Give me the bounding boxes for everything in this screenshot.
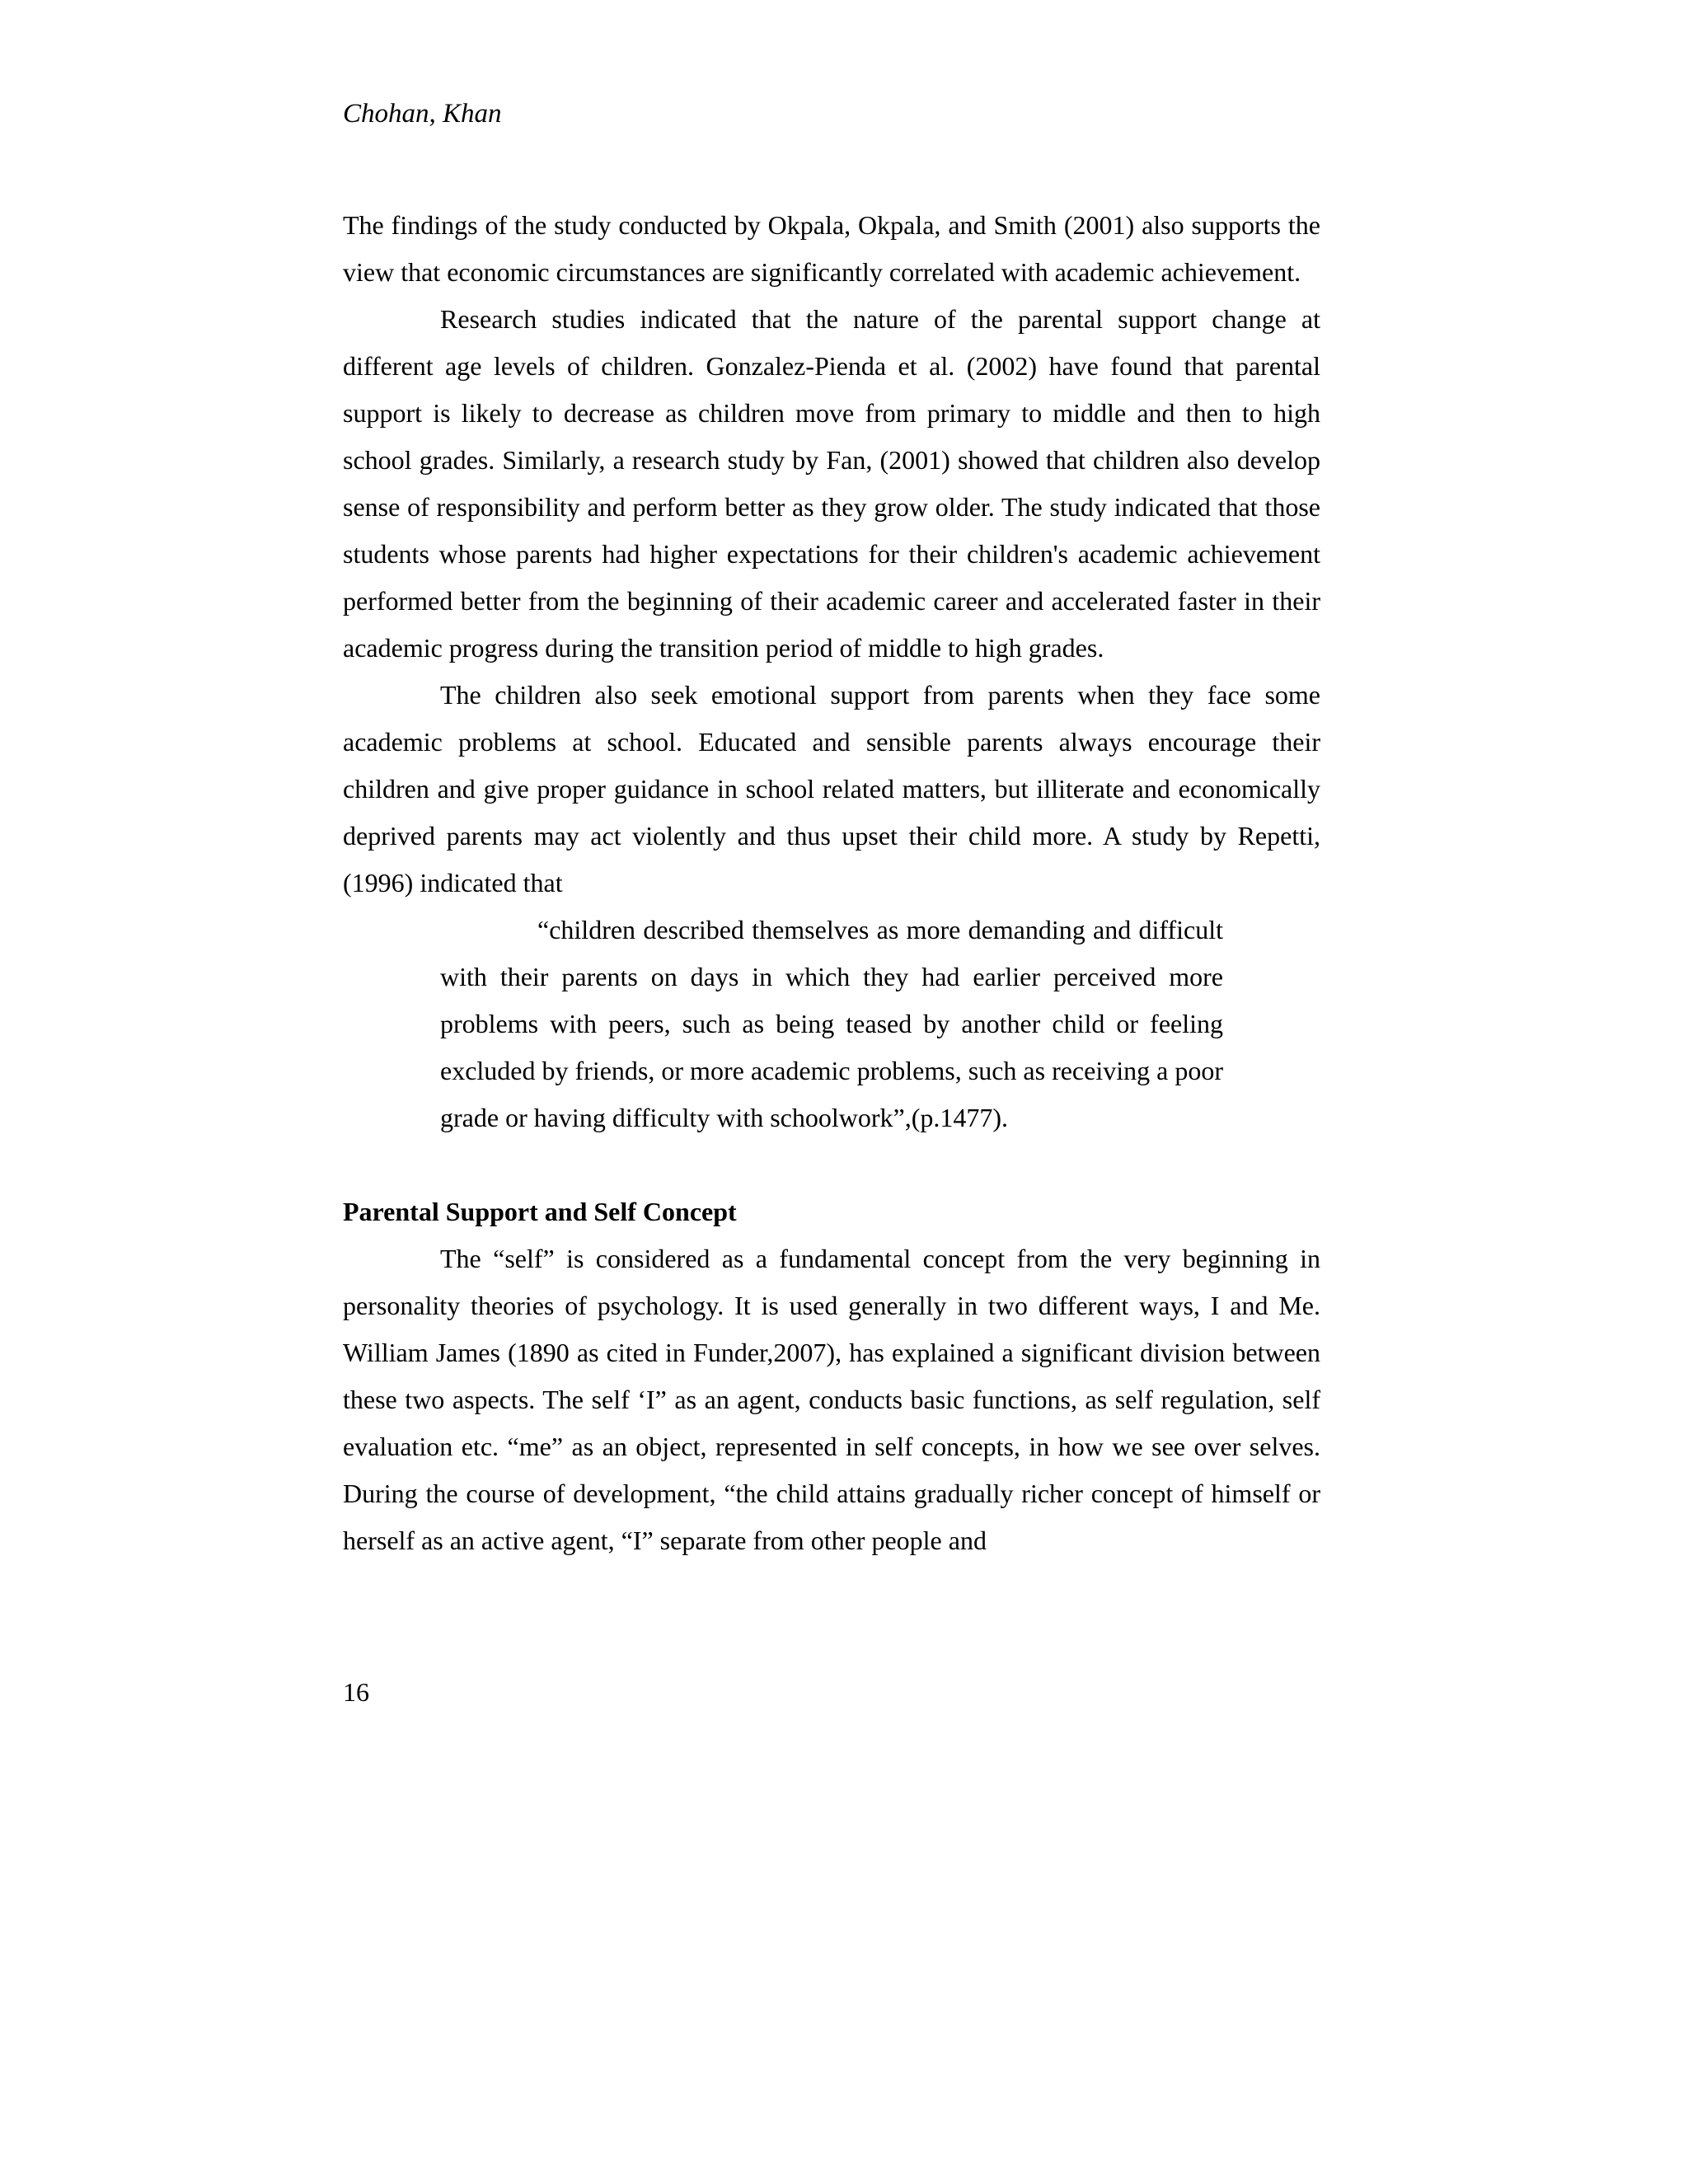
body-text [343, 202, 1320, 1564]
paragraph-self-concept: The “self” is considered as a fundamental concept from the very beginning in personality theories of psychology. It is used generally in two different ways, I and Me. William James (1890 as cited in Funder,2007), has explained a significant division between these two aspects. The self ‘I” as an agent, conducts basic functions, as self regulation, self evaluation etc. “me” as an object, represented in self concepts, in how we see over selves. During the course of development, “the child attains gradually richer concept of himself or herself as an active agent, “I” separate from other people and [343, 1244, 1320, 1555]
section-heading: Parental Support and Self Concept [343, 1197, 737, 1226]
paragraph-emotional-support: The children also seek emotional support from parents when they face some academic problems at school. Educated and sensible parents always encourage their children and give proper guidance in school related matters, but illiterate and economically deprived parents may act violently and thus upset their child more. A study by Repetti,(1996) indicated that [343, 680, 1320, 898]
block-quote-repetti: “children described themselves as more demanding and difficult with their parents on days in which they had earlier perceived more problems with peers, such as being teased by another child or feeling excluded by friends, or more academic problems, such as receiving a poor grade or having difficulty with schoolwork”,(p.1477). [440, 915, 1223, 1132]
paragraph-parental-support-age: Research studies indicated that the nature of the parental support change at different age levels of children. Gonzalez-Pienda et al. (2002) have found that parental support is likely to decrease as children move from primary to middle and then to high school grades. Similarly, a research study by Fan, (2001) showed that children also develop sense of responsibility and perform better as they grow older. The study indicated that those students whose parents had higher expectations for their children's academic achievement performed better from the beginning of their academic career and accelerated faster in their academic progress during the transition period of middle to high grades. [343, 304, 1320, 663]
page-number: 16 [343, 1677, 369, 1707]
running-head: Chohan, Khan [343, 99, 502, 129]
paragraph-economic-circumstances: The findings of the study conducted by Okpala, Okpala, and Smith (2001) also supports the view that economic circumstances are significantly correlated with academic achievement. [343, 210, 1320, 287]
